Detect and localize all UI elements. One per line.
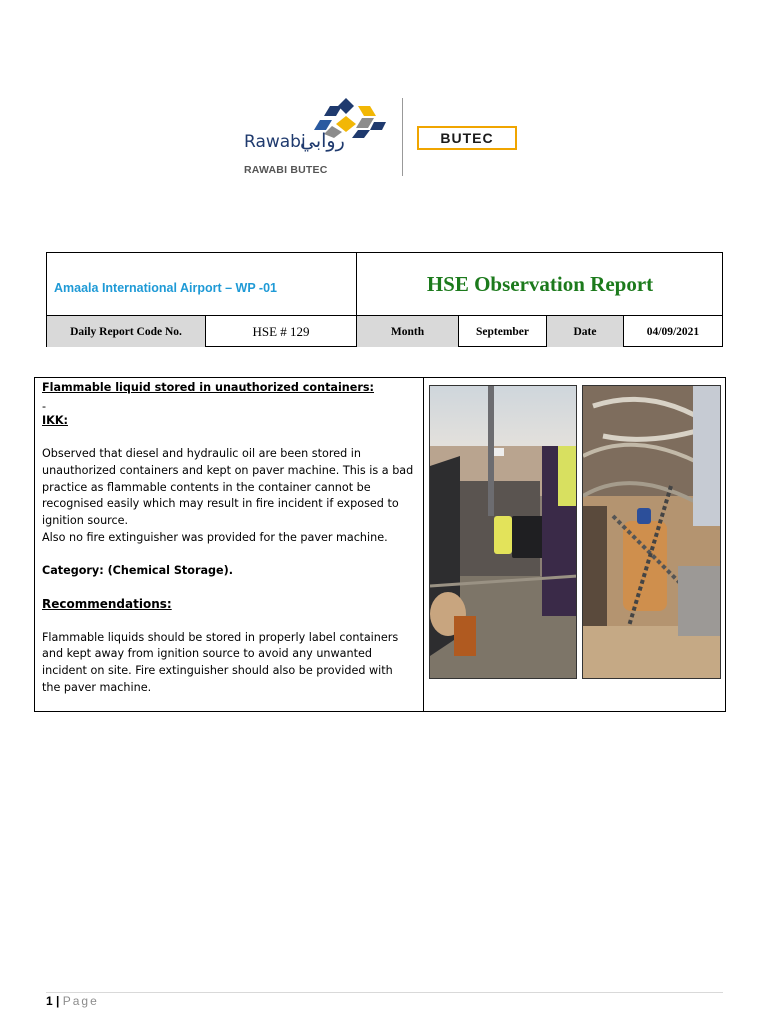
location-label: IKK: [42, 413, 68, 427]
observation-text [42, 380, 414, 697]
observation-heading: Flammable liquid stored in unauthorized containers: [42, 381, 375, 394]
report-code-label: Daily Report Code No. [47, 316, 206, 347]
logo-divider [402, 98, 403, 176]
recommendations-heading: Recommendations: [42, 597, 172, 612]
page-number: 1 [46, 994, 53, 1008]
month-label: Month [357, 316, 459, 347]
site-photo-oil-container [582, 385, 721, 679]
observation-description-extra: Also no fire extinguisher was provided for the paver machine. [42, 530, 388, 544]
logo-subtitle: RAWABI BUTEC [244, 164, 328, 176]
category-label: Category: (Chemical Storage). [42, 564, 233, 577]
logo-rawabi-arabic-text: روابي [300, 130, 345, 152]
project-name: Amaala International Airport – WP -01 [54, 281, 277, 295]
butec-logo: BUTEC [417, 126, 517, 150]
company-logo [244, 96, 534, 180]
page-label: Page [62, 994, 99, 1008]
date-value: 04/09/2021 [646, 325, 700, 338]
observation-section [34, 377, 726, 712]
page-footer [46, 992, 723, 1008]
site-photo-paver-containers [429, 385, 577, 679]
logo-rawabi-text: Rawabi [244, 132, 306, 152]
month-value: September [459, 316, 547, 347]
page-separator: | [56, 994, 60, 1008]
observation-dash: - [42, 399, 47, 413]
observation-description: Observed that diesel and hydraulic oil are been stored in unauthorized containers and kept on paver machine. This is a bad practice as flammable contents in the container cannot be recognised easily which may result in fire incident if exposed to ignition source. [42, 447, 414, 527]
date-label: Date [547, 316, 624, 347]
report-header-table [46, 252, 723, 347]
observation-divider [423, 378, 424, 711]
recommendation-text: Flammable liquids should be stored in properly label containers and kept away from ignition source to avoid any unwanted incident on site. Fire extinguisher should also be provided with the paver machine. [42, 630, 399, 694]
report-code-value: HSE # 129 [206, 316, 357, 347]
report-title: HSE Observation Report [426, 271, 654, 296]
